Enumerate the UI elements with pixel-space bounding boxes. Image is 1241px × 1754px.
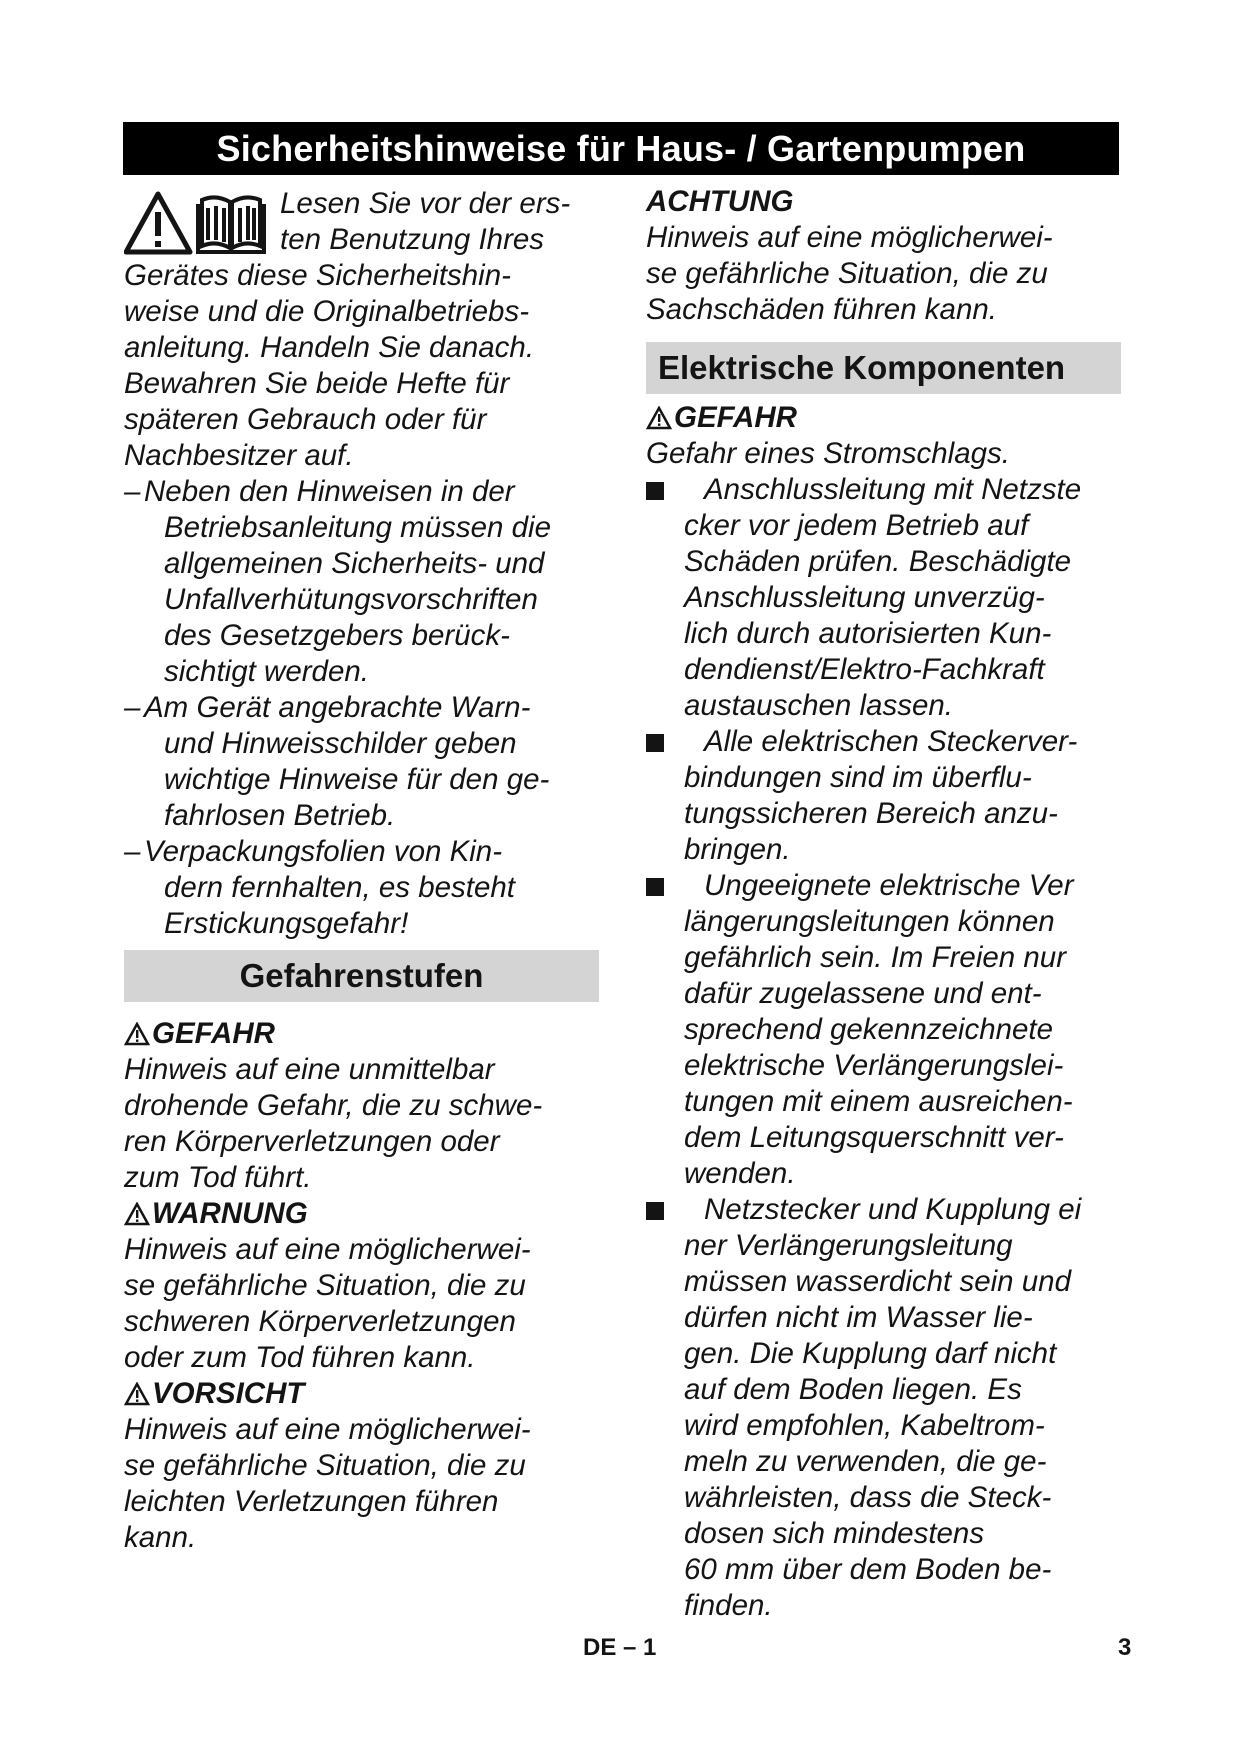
bullet-item bbox=[646, 472, 1121, 724]
warning-triangle-icon bbox=[124, 1202, 150, 1226]
dash-marker: – bbox=[124, 691, 141, 724]
bullet-line: cker vor jedem Betrieb auf bbox=[684, 509, 1029, 542]
section-heading-gefahrenstufen: Gefahrenstufen bbox=[124, 950, 599, 1002]
bullet-line: gen. Die Kupplung darf nicht bbox=[684, 1337, 1057, 1370]
list-line: allgemeinen Sicherheits- und bbox=[164, 547, 545, 580]
intro-line: ten Benutzung Ihres bbox=[280, 223, 545, 256]
bullet-item bbox=[646, 868, 1121, 1192]
list-item bbox=[124, 834, 599, 942]
hazard-label bbox=[124, 1196, 599, 1232]
page-number: 3 bbox=[1118, 1634, 1132, 1661]
open-book-icon bbox=[198, 197, 264, 252]
list-line: dern fernhalten, es besteht bbox=[164, 871, 515, 904]
achtung-line: Sachschäden führen kann. bbox=[646, 293, 997, 326]
hazard-line: ren Körperverletzungen oder bbox=[124, 1125, 500, 1158]
bullet-line: lich durch autorisierten Kun- bbox=[684, 617, 1052, 650]
achtung-label: ACHTUNG bbox=[646, 185, 794, 218]
bullet-line: ner Verlängerungsleitung bbox=[684, 1229, 1013, 1262]
list-item bbox=[124, 690, 599, 834]
hazard-line: se gefährliche Situation, die zu bbox=[124, 1269, 526, 1302]
bullet-item bbox=[646, 1192, 1121, 1624]
warning-triangle-icon bbox=[124, 1382, 150, 1406]
bullet-line: sprechend gekennzeichnete bbox=[684, 1013, 1054, 1046]
page-title: Sicherheitshinweise für Haus- / Gartenpumpen bbox=[123, 122, 1119, 175]
warning-triangle-icon bbox=[126, 194, 190, 252]
list-line: Verpackungsfolien von Kin- bbox=[144, 835, 503, 868]
hazard-label-text: GEFAHR bbox=[152, 1017, 275, 1050]
list-line: sichtigt werden. bbox=[164, 655, 369, 688]
hazard-line: Hinweis auf eine möglicherwei- bbox=[124, 1233, 531, 1266]
list-line: des Gesetzgebers berück- bbox=[164, 619, 510, 652]
bullet-line: dem Leitungsquerschnitt ver- bbox=[684, 1121, 1064, 1154]
warning-triangle-icon bbox=[124, 1022, 150, 1046]
achtung-line: Hinweis auf eine möglicherwei- bbox=[646, 221, 1053, 254]
list-line: Unfallverhütungsvorschriften bbox=[164, 583, 538, 616]
hazard-label bbox=[646, 400, 1121, 436]
footer-section-label: DE – 1 bbox=[583, 1634, 657, 1661]
hazard-level bbox=[124, 1196, 599, 1376]
intro-paragraph bbox=[124, 186, 599, 474]
hazard-line: leichten Verletzungen führen bbox=[124, 1485, 499, 1518]
right-column bbox=[646, 184, 1121, 1624]
intro-line: Gerätes diese Sicherheitshin- bbox=[124, 259, 511, 292]
warning-triangle-icon bbox=[646, 406, 672, 430]
bullet-line: dafür zugelassene und ent- bbox=[684, 977, 1042, 1010]
square-bullet-icon bbox=[646, 482, 664, 500]
list-line: Am Gerät angebrachte Warn- bbox=[144, 691, 531, 724]
dash-marker: – bbox=[124, 475, 141, 508]
hazard-line: se gefährliche Situation, die zu bbox=[124, 1449, 526, 1482]
bullet-line: bringen. bbox=[684, 833, 791, 866]
list-line: Neben den Hinweisen in der bbox=[144, 475, 515, 508]
left-column bbox=[124, 186, 599, 1556]
bullet-line: 60 mm über dem Boden be- bbox=[684, 1553, 1052, 1586]
bullet-line: dendienst/Elektro-Fachkraft bbox=[684, 653, 1045, 686]
bullet-line: dosen sich mindestens bbox=[684, 1517, 985, 1550]
bullet-line: Ungeeignete elektrische Ver bbox=[704, 869, 1074, 902]
hazard-line: drohende Gefahr, die zu schwe- bbox=[124, 1089, 543, 1122]
achtung-line: se gefährliche Situation, die zu bbox=[646, 257, 1048, 290]
hazard-label-text: WARNUNG bbox=[152, 1197, 308, 1230]
list-line: und Hinweisschilder geben bbox=[164, 727, 517, 760]
bullet-line: tungen mit einem ausreichen- bbox=[684, 1085, 1073, 1118]
bullet-line: gefährlich sein. Im Freien nur bbox=[684, 941, 1067, 974]
square-bullet-icon bbox=[646, 734, 664, 752]
section-heading-elektrische-komponenten: Elektrische Komponenten bbox=[646, 342, 1121, 394]
hazard-line: oder zum Tod führen kann. bbox=[124, 1341, 476, 1374]
bullet-line: Schäden prüfen. Beschädigte bbox=[684, 545, 1072, 578]
hazard-line: schweren Körperverletzungen bbox=[124, 1305, 516, 1338]
list-line: Erstickungsgefahr! bbox=[164, 907, 409, 940]
bullet-line: meln zu verwenden, die ge- bbox=[684, 1445, 1047, 1478]
bullet-line: längerungsleitungen können bbox=[684, 905, 1055, 938]
list-item bbox=[124, 474, 599, 690]
bullet-line: bindungen sind im überflu- bbox=[684, 761, 1032, 794]
square-bullet-icon bbox=[646, 1202, 664, 1220]
bullet-line: austauschen lassen. bbox=[684, 689, 953, 722]
warning-and-manual-icon bbox=[124, 190, 268, 258]
list-line: Betriebsanleitung müssen die bbox=[164, 511, 552, 544]
hazard-level bbox=[124, 1016, 599, 1196]
hazard-line: zum Tod führt. bbox=[124, 1161, 312, 1194]
bullet-line: Anschlussleitung unverzüg- bbox=[684, 581, 1045, 614]
intro-line: anleitung. Handeln Sie danach. bbox=[124, 331, 535, 364]
intro-line: weise und die Originalbetriebs- bbox=[124, 295, 530, 328]
bullet-line: elektrische Verlängerungslei- bbox=[684, 1049, 1064, 1082]
bullet-line: müssen wasserdicht sein und bbox=[684, 1265, 1071, 1298]
list-line: fahrlosen Betrieb. bbox=[164, 799, 396, 832]
intro-line: späteren Gebrauch oder für bbox=[124, 403, 487, 436]
intro-line: Bewahren Sie beide Hefte für bbox=[124, 367, 510, 400]
dash-marker: – bbox=[124, 835, 141, 868]
hazard-label-text: VORSICHT bbox=[152, 1377, 305, 1410]
intro-line: Nachbesitzer auf. bbox=[124, 439, 354, 472]
bullet-line: finden. bbox=[684, 1589, 773, 1622]
intro-line: Lesen Sie vor der ers- bbox=[280, 187, 571, 220]
hazard-level bbox=[124, 1376, 599, 1556]
square-bullet-icon bbox=[646, 878, 664, 896]
hazard-line: Hinweis auf eine möglicherwei- bbox=[124, 1413, 531, 1446]
bullet-line: währleisten, dass die Steck- bbox=[684, 1481, 1052, 1514]
bullet-line: Anschlussleitung mit Netzste bbox=[704, 473, 1082, 506]
bullet-line: dürfen nicht im Wasser lie- bbox=[684, 1301, 1033, 1334]
bullet-item bbox=[646, 724, 1121, 868]
hazard-label-text: GEFAHR bbox=[674, 401, 797, 434]
achtung-block bbox=[646, 184, 1121, 328]
hazard-line: kann. bbox=[124, 1521, 197, 1554]
bullet-line: wenden. bbox=[684, 1157, 796, 1190]
hazard-intro: Gefahr eines Stromschlags. bbox=[646, 437, 1010, 470]
hazard-line: Hinweis auf eine unmittelbar bbox=[124, 1053, 495, 1086]
bullet-line: tungssicheren Bereich anzu- bbox=[684, 797, 1058, 830]
bullet-line: Alle elektrischen Steckerver- bbox=[704, 725, 1078, 758]
hazard-label bbox=[124, 1016, 599, 1052]
bullet-line: Netzstecker und Kupplung ei bbox=[704, 1193, 1082, 1226]
hazard-label bbox=[124, 1376, 599, 1412]
bullet-line: auf dem Boden liegen. Es bbox=[684, 1373, 1022, 1406]
list-line: wichtige Hinweise für den ge- bbox=[164, 763, 550, 796]
bullet-line: wird empfohlen, Kabeltrom- bbox=[684, 1409, 1045, 1442]
